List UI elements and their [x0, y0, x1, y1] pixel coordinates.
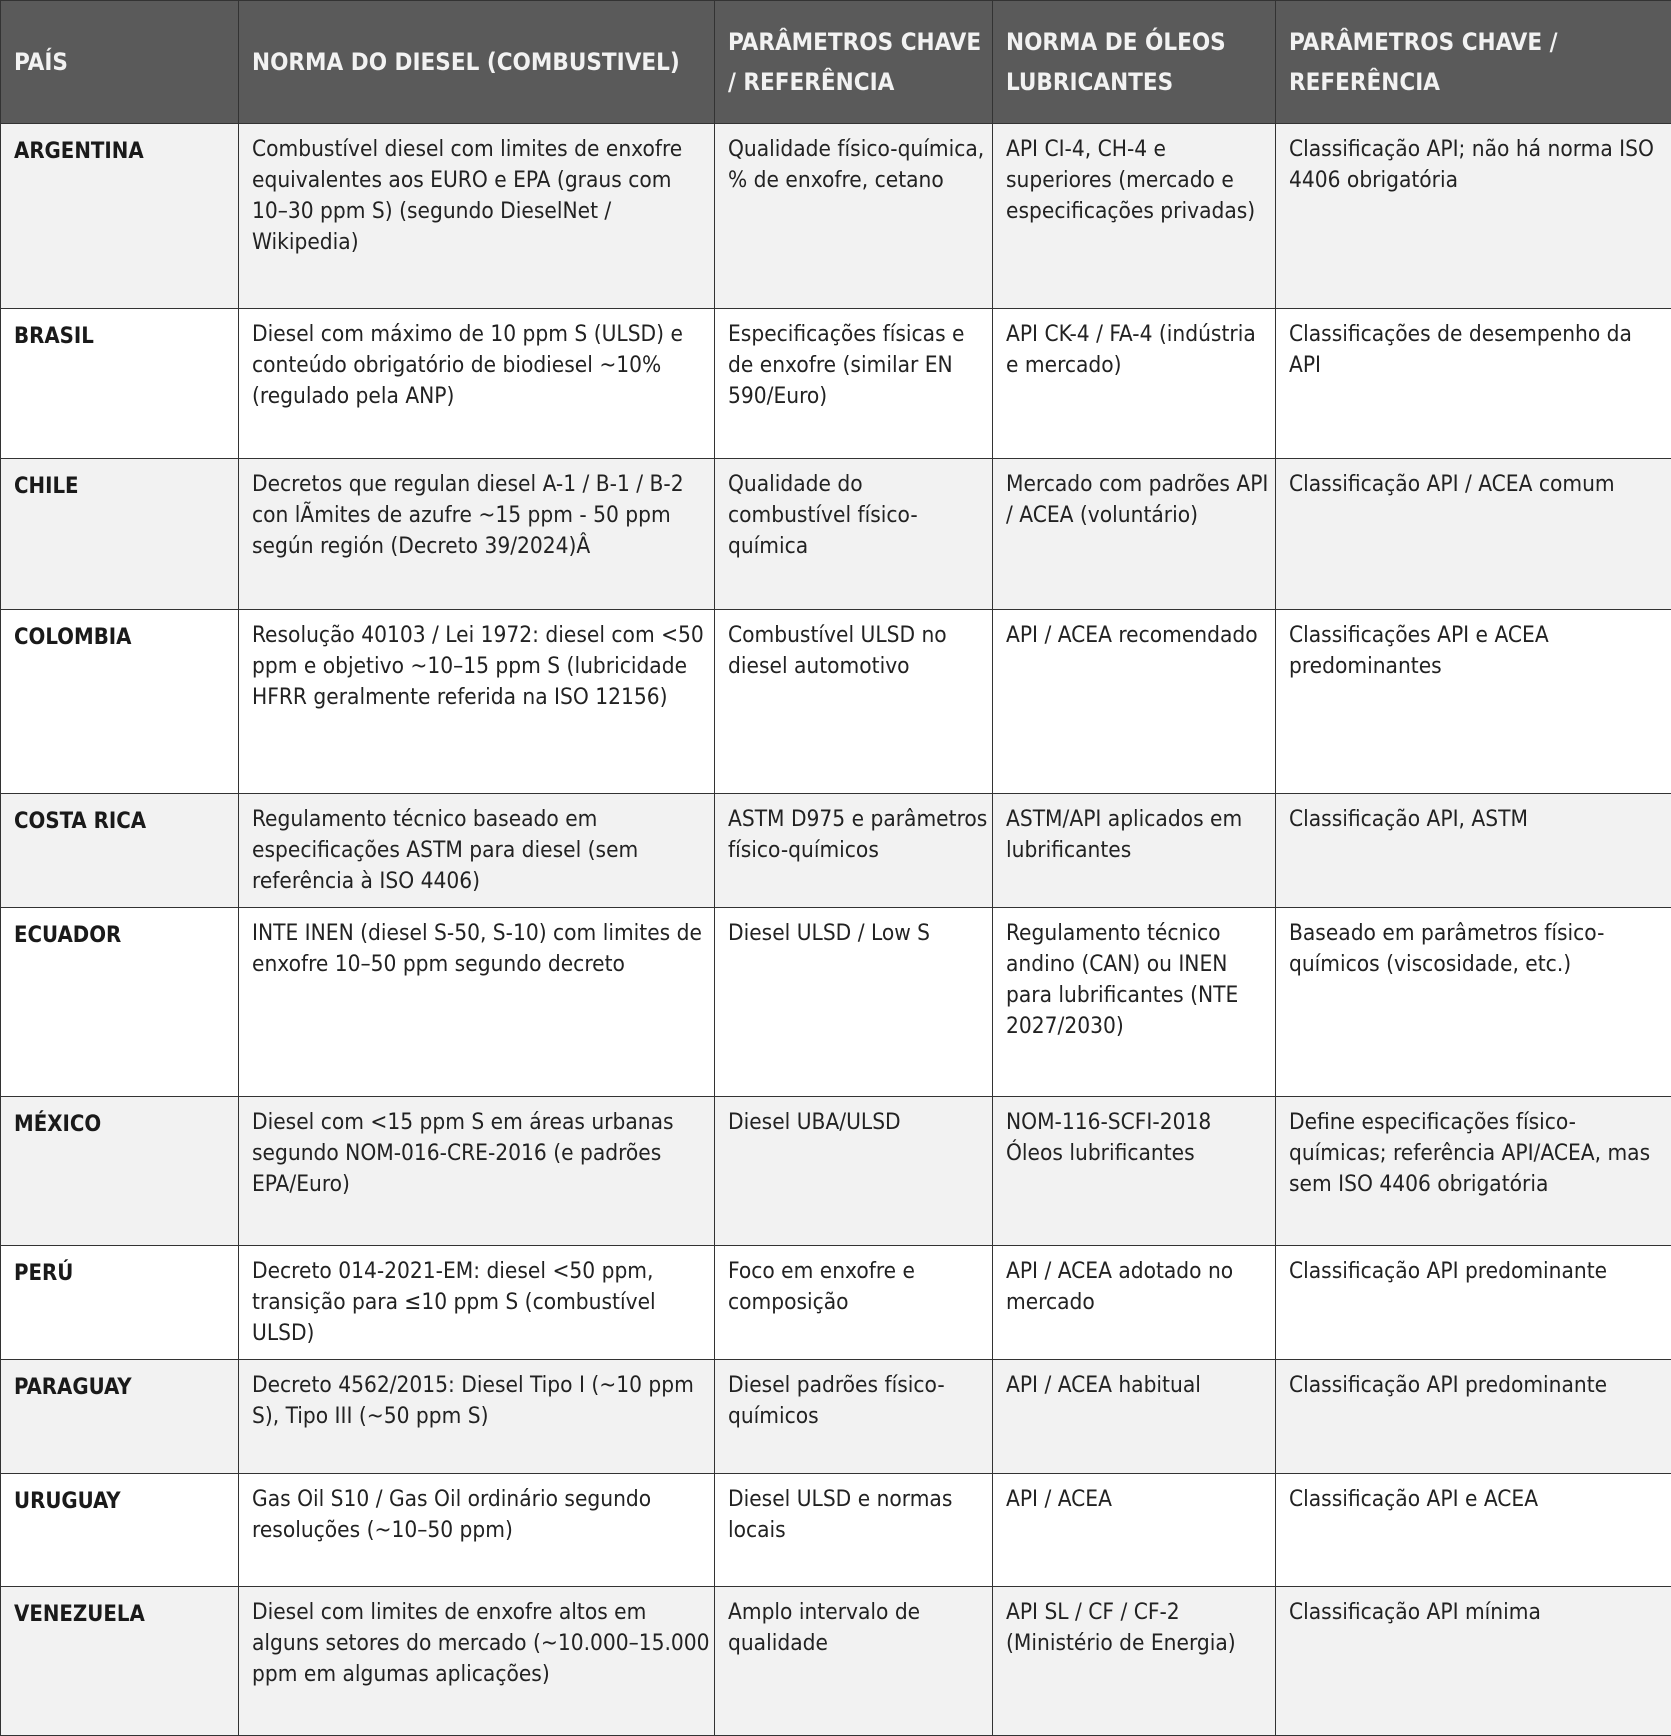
oil-norm-cell: NOM-116-SCFI-2018 Óleos lubrificantes	[993, 1097, 1276, 1246]
diesel-norm-cell: Decretos que regulan diesel A-1 / B-1 / B-2 con lÃmites de azufre ~15 ppm - 50 ppm según región (Decreto 39/2024)Â	[239, 459, 715, 610]
country-cell: COSTA RICA	[1, 794, 239, 908]
table-row	[1, 1474, 1671, 1587]
diesel-norm-cell: Diesel com limites de enxofre altos em alguns setores do mercado (~10.000–15.000 ppm em algumas aplicações)	[239, 1587, 715, 1736]
diesel-norm-cell: Regulamento técnico baseado em especificações ASTM para diesel (sem referência à ISO 4406)	[239, 794, 715, 908]
oil-norm-cell: ASTM/API aplicados em lubrificantes	[993, 794, 1276, 908]
oil-norm-cell: API / ACEA adotado no mercado	[993, 1246, 1276, 1360]
country-cell: ECUADOR	[1, 908, 239, 1097]
diesel-params-cell: Qualidade do combustível físico-química	[715, 459, 993, 610]
diesel-params-cell: Especificações físicas e de enxofre (similar EN 590/Euro)	[715, 309, 993, 459]
diesel-params-cell: Diesel UBA/ULSD	[715, 1097, 993, 1246]
diesel-params-cell: Foco em enxofre e composição	[715, 1246, 993, 1360]
oil-params-cell: Classificação API predominante	[1276, 1246, 1671, 1360]
table-row	[1, 459, 1671, 610]
diesel-norm-cell: Diesel com <15 ppm S em áreas urbanas segundo NOM-016-CRE-2016 (e padrões EPA/Euro)	[239, 1097, 715, 1246]
table-row	[1, 309, 1671, 459]
country-cell: COLOMBIA	[1, 610, 239, 794]
country-cell: ARGENTINA	[1, 124, 239, 309]
oil-params-cell: Classificação API; não há norma ISO 4406 obrigatória	[1276, 124, 1671, 309]
table-row	[1, 794, 1671, 908]
diesel-params-cell: Diesel ULSD e normas locais	[715, 1474, 993, 1587]
oil-norm-cell: API SL / CF / CF-2 (Ministério de Energia)	[993, 1587, 1276, 1736]
oil-params-cell: Classificação API predominante	[1276, 1360, 1671, 1474]
oil-norm-cell: API / ACEA	[993, 1474, 1276, 1587]
oil-params-cell: Baseado em parâmetros físico-químicos (viscosidade, etc.)	[1276, 908, 1671, 1097]
table-row	[1, 1587, 1671, 1736]
country-cell: URUGUAY	[1, 1474, 239, 1587]
table-row	[1, 610, 1671, 794]
header-diesel-norm: NORMA DO DIESEL (COMBUSTIVEL)	[239, 1, 715, 124]
oil-params-cell: Classificação API, ASTM	[1276, 794, 1671, 908]
oil-params-cell: Define especificações físico-químicas; referência API/ACEA, mas sem ISO 4406 obrigatória	[1276, 1097, 1671, 1246]
diesel-norm-cell: INTE INEN (diesel S-50, S-10) com limites de enxofre 10–50 ppm segundo decreto	[239, 908, 715, 1097]
diesel-params-cell: ASTM D975 e parâmetros físico-químicos	[715, 794, 993, 908]
table-row	[1, 1246, 1671, 1360]
table-row	[1, 124, 1671, 309]
country-cell: MÉXICO	[1, 1097, 239, 1246]
country-cell: PERÚ	[1, 1246, 239, 1360]
diesel-norm-cell: Decreto 4562/2015: Diesel Tipo I (~10 ppm S), Tipo III (~50 ppm S)	[239, 1360, 715, 1474]
oil-params-cell: Classificação API / ACEA comum	[1276, 459, 1671, 610]
header-row	[1, 1, 1671, 124]
table-row	[1, 1360, 1671, 1474]
table-row	[1, 908, 1671, 1097]
header-oil-norm: NORMA DE ÓLEOS LUBRICANTES	[993, 1, 1276, 124]
oil-params-cell: Classificação API e ACEA	[1276, 1474, 1671, 1587]
diesel-norm-cell: Gas Oil S10 / Gas Oil ordinário segundo resoluções (~10–50 ppm)	[239, 1474, 715, 1587]
oil-norm-cell: API / ACEA recomendado	[993, 610, 1276, 794]
oil-norm-cell: API CK-4 / FA-4 (indústria e mercado)	[993, 309, 1276, 459]
oil-norm-cell: Mercado com padrões API / ACEA (voluntário)	[993, 459, 1276, 610]
diesel-params-cell: Qualidade físico-química, % de enxofre, cetano	[715, 124, 993, 309]
diesel-params-cell: Diesel padrões físico-químicos	[715, 1360, 993, 1474]
country-cell: VENEZUELA	[1, 1587, 239, 1736]
table-row	[1, 1097, 1671, 1246]
diesel-norm-cell: Combustível diesel com limites de enxofre equivalentes aos EURO e EPA (graus com 10–30 ppm S) (segundo DieselNet / Wikipedia)	[239, 124, 715, 309]
oil-norm-cell: API / ACEA habitual	[993, 1360, 1276, 1474]
oil-params-cell: Classificações de desempenho da API	[1276, 309, 1671, 459]
diesel-params-cell: Diesel ULSD / Low S	[715, 908, 993, 1097]
oil-norm-cell: API CI-4, CH-4 e superiores (mercado e especificações privadas)	[993, 124, 1276, 309]
country-cell: PARAGUAY	[1, 1360, 239, 1474]
diesel-norm-cell: Decreto 014-2021-EM: diesel <50 ppm, transição para ≤10 ppm S (combustível ULSD)	[239, 1246, 715, 1360]
diesel-norm-cell: Diesel com máximo de 10 ppm S (ULSD) e conteúdo obrigatório de biodiesel ~10% (regulado pela ANP)	[239, 309, 715, 459]
country-cell: CHILE	[1, 459, 239, 610]
header-oil-params: PARÂMETROS CHAVE / REFERÊNCIA	[1276, 1, 1671, 124]
oil-params-cell: Classificação API mínima	[1276, 1587, 1671, 1736]
oil-params-cell: Classificações API e ACEA predominantes	[1276, 610, 1671, 794]
header-country: PAÍS	[1, 1, 239, 124]
country-cell: BRASIL	[1, 309, 239, 459]
oil-norm-cell: Regulamento técnico andino (CAN) ou INEN para lubrificantes (NTE 2027/2030)	[993, 908, 1276, 1097]
diesel-params-cell: Amplo intervalo de qualidade	[715, 1587, 993, 1736]
diesel-norm-cell: Resolução 40103 / Lei 1972: diesel com <50 ppm e objetivo ~10–15 ppm S (lubricidade HFRR geralmente referida na ISO 12156)	[239, 610, 715, 794]
diesel-params-cell: Combustível ULSD no diesel automotivo	[715, 610, 993, 794]
header-diesel-params: PARÂMETROS CHAVE / REFERÊNCIA	[715, 1, 993, 124]
